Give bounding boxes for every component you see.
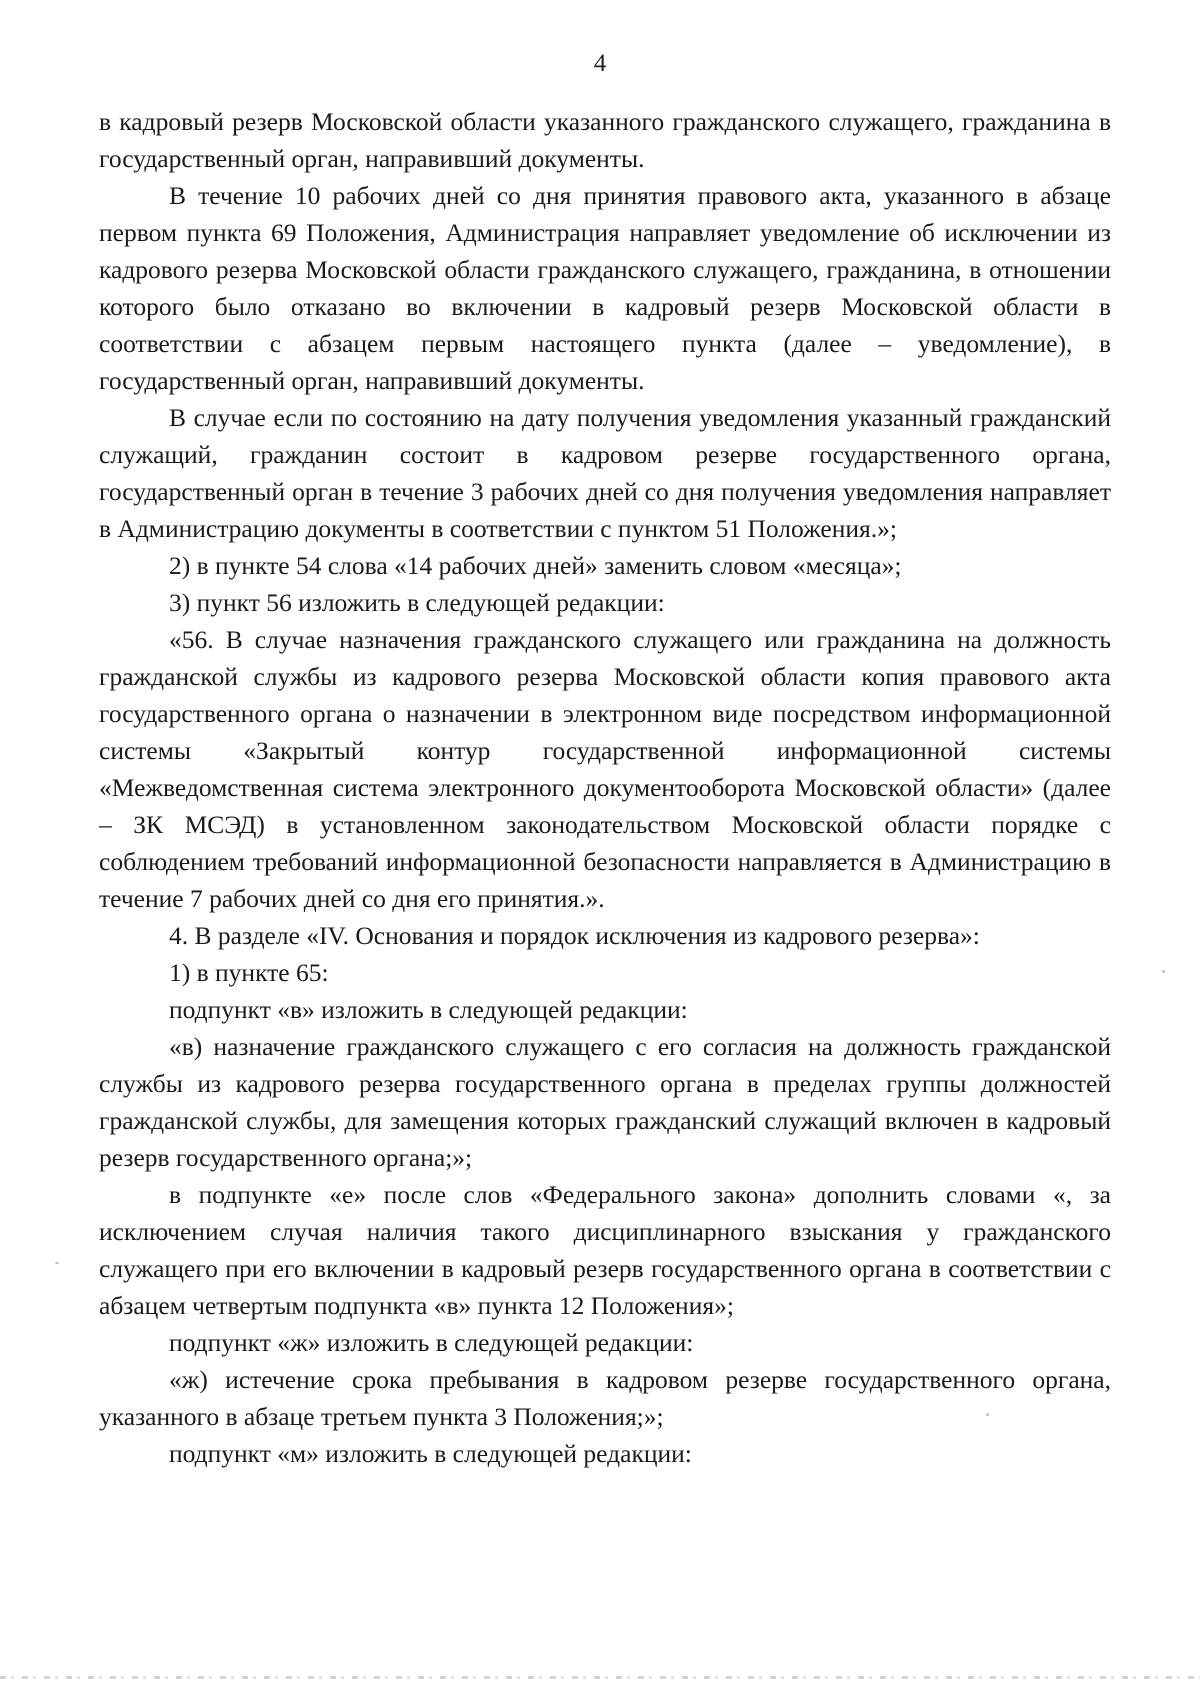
scan-edge-noise: [0, 1676, 1200, 1679]
paragraph-13: «ж) истечение срока пребывания в кадровом резерве государственного органа, указанного в абзаце третьем пункта 3 Положения;»;: [99, 1365, 1111, 1431]
paragraph-4: 2) в пункте 54 слова «14 рабочих дней» заменить словом «месяца»;: [169, 551, 902, 580]
paragraph-9: подпункт «в» изложить в следующей редакции:: [169, 995, 688, 1024]
paragraph-5: 3) пункт 56 изложить в следующей редакции:: [169, 588, 665, 617]
paragraph-12: подпункт «ж» изложить в следующей редакции:: [169, 1328, 694, 1357]
paragraph-2: В течение 10 рабочих дней со дня принятия правового акта, указанного в абзаце первом пункта 69 Положения, Администрация направляет уведомление об исключении из кадрового резерва Московской области гражданского служащего, гражданина, в отношении которого было отказано во включении в кадровый резерв Московской области в соответствии с абзацем первым настоящего пункта (далее – уведомление), в государственный орган, направивший документы.: [99, 181, 1111, 395]
paragraph-11: в подпункте «е» после слов «Федерального закона» дополнить словами «, за исключением случая наличия такого дисциплинарного взыскания у гражданского служащего при его включении в кадровый резерв государственного органа в соответствии с абзацем четвертым подпункта «в» пункта 12 Положения»;: [99, 1180, 1111, 1320]
paragraph-3: В случае если по состоянию на дату получения уведомления указанный гражданский служащий, гражданин состоит в кадровом резерве государственного органа, государственный орган в течение 3 рабочих дней со дня получения уведомления направляет в Администрацию документы в соответствии с пунктом 51 Положения.»;: [99, 403, 1111, 543]
paragraph-14: подпункт «м» изложить в следующей редакции:: [169, 1439, 692, 1468]
scan-speck: [1162, 970, 1165, 973]
paragraph-6: «56. В случае назначения гражданского служащего или гражданина на должность гражданской службы из кадрового резерва Московской области копия правового акта государственного органа о назначении в электронном виде посредством информационной системы «Закрытый контур государственной информационной системы «Межведомственная система электронного документооборота Московской области» (далее – ЗК МСЭД) в установленном законодательством Московской области порядке с соблюдением требований информационной безопасности направляется в Администрацию в течение 7 рабочих дней со дня его принятия.».: [99, 625, 1111, 913]
page-number: 4: [593, 50, 607, 77]
paragraph-7: 4. В разделе «IV. Основания и порядок исключения из кадрового резерва»:: [169, 921, 980, 950]
scan-speck: [986, 1413, 989, 1416]
scan-speck: [55, 1262, 59, 1264]
paragraph-10: «в) назначение гражданского служащего с его согласия на должность гражданской службы из кадрового резерва государственного органа в пределах группы должностей гражданской службы, для замещения которых гражданский служащий включен в кадровый резерв государственного органа;»;: [99, 1032, 1111, 1172]
paragraph-8: 1) в пункте 65:: [169, 958, 329, 987]
paragraph-1: в кадровый резерв Московской области указанного гражданского служащего, гражданина в государственный орган, направивший документы.: [99, 107, 1111, 173]
document-body: [99, 103, 1111, 1472]
